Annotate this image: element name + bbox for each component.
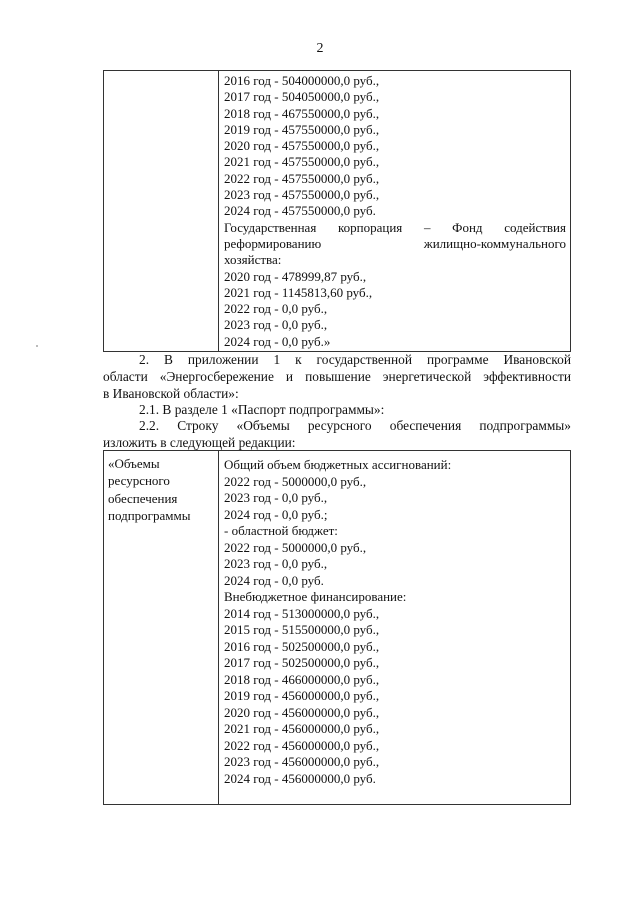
funding-line: 2024 год - 456000000,0 руб. <box>224 770 376 786</box>
funding-line: 2024 год - 0,0 руб.; <box>224 506 328 522</box>
funding-line: 2019 год - 457550000,0 руб., <box>224 121 380 137</box>
funding-line: 2017 год - 504050000,0 руб., <box>224 89 380 105</box>
scan-speck <box>36 345 38 347</box>
funding-line: 2022 год - 5000000,0 руб., <box>224 539 367 555</box>
table-left-cell <box>104 451 219 804</box>
corp-funding-line: 2020 год - 478999,87 руб., <box>224 268 367 284</box>
corp-funding-line: 2024 год - 0,0 руб.» <box>224 333 331 349</box>
funding-line: 2021 год - 456000000,0 руб., <box>224 721 380 736</box>
funding-line: 2021 год - 457550000,0 руб., <box>224 154 380 170</box>
paragraph-line: в Ивановской области»: <box>103 386 239 401</box>
paragraph-line: 2. В приложении 1 к государственной программе Ивановской <box>139 352 571 367</box>
funding-line: 2016 год - 502500000,0 руб., <box>224 638 380 654</box>
row-title-line: «Объемы <box>108 456 160 471</box>
funding-line: Внебюджетное финансирование: <box>224 589 407 604</box>
funding-line: 2024 год - 457550000,0 руб. <box>224 203 376 219</box>
row-title-line: подпрограммы <box>108 507 191 523</box>
funding-line: Общий объем бюджетных ассигнований: <box>224 457 452 472</box>
funding-line: 2020 год - 457550000,0 руб., <box>224 138 380 154</box>
funding-line: 2019 год - 456000000,0 руб., <box>224 688 380 703</box>
funding-line: 2023 год - 457550000,0 руб., <box>224 187 380 203</box>
funding-line: 2018 год - 466000000,0 руб., <box>224 671 380 687</box>
amendment-paragraph-2 <box>103 351 571 402</box>
table-right-cell <box>219 451 570 804</box>
resource-provision-table <box>103 450 571 805</box>
funding-line: 2023 год - 0,0 руб., <box>224 556 328 571</box>
corp-funding-line: 2021 год - 1145813,60 руб., <box>224 284 373 300</box>
table-right-cell <box>219 71 570 351</box>
paragraph-line: изложить в следующей редакции: <box>103 435 296 450</box>
funding-line: 2014 год - 513000000,0 руб., <box>224 605 380 621</box>
corp-heading-line: хозяйства: <box>224 252 282 268</box>
funding-line: 2017 год - 502500000,0 руб., <box>224 655 380 670</box>
funding-line: 2020 год - 456000000,0 руб., <box>224 704 380 720</box>
corp-funding-line: 2022 год - 0,0 руб., <box>224 301 328 317</box>
funding-line: 2016 год - 504000000,0 руб., <box>224 73 380 88</box>
amendment-paragraph-2-2 <box>103 417 571 451</box>
corp-heading-line: реформированию жилищно-коммунального <box>224 235 566 251</box>
funding-line: 2023 год - 456000000,0 руб., <box>224 754 380 769</box>
amendment-paragraph-2-1: 2.1. В разделе 1 «Паспорт подпрограммы»: <box>139 402 385 417</box>
funding-line: 2023 год - 0,0 руб., <box>224 490 328 505</box>
funding-line: 2024 год - 0,0 руб. <box>224 572 324 588</box>
funding-line: 2022 год - 456000000,0 руб., <box>224 737 380 753</box>
funding-line: 2015 год - 515500000,0 руб., <box>224 622 380 637</box>
row-title-line: ресурсного <box>108 473 170 489</box>
paragraph-line: 2.2. Строку «Объемы ресурсного обеспечения подпрограммы» <box>139 418 571 433</box>
funding-table-continued <box>103 70 571 352</box>
corp-funding-line: 2023 год - 0,0 руб., <box>224 317 328 333</box>
table-left-cell <box>104 71 219 351</box>
funding-line: - областной бюджет: <box>224 523 338 538</box>
page-number: 2 <box>316 41 324 56</box>
corp-heading-line: Государственная корпорация – Фонд содействия <box>224 219 566 235</box>
row-title-line: обеспечения <box>108 490 178 506</box>
funding-line: 2022 год - 5000000,0 руб., <box>224 473 367 489</box>
funding-line: 2018 год - 467550000,0 руб., <box>224 105 380 121</box>
paragraph-line: области «Энергосбережение и повышение энергетической эффективности <box>103 369 571 384</box>
funding-line: 2022 год - 457550000,0 руб., <box>224 170 380 186</box>
